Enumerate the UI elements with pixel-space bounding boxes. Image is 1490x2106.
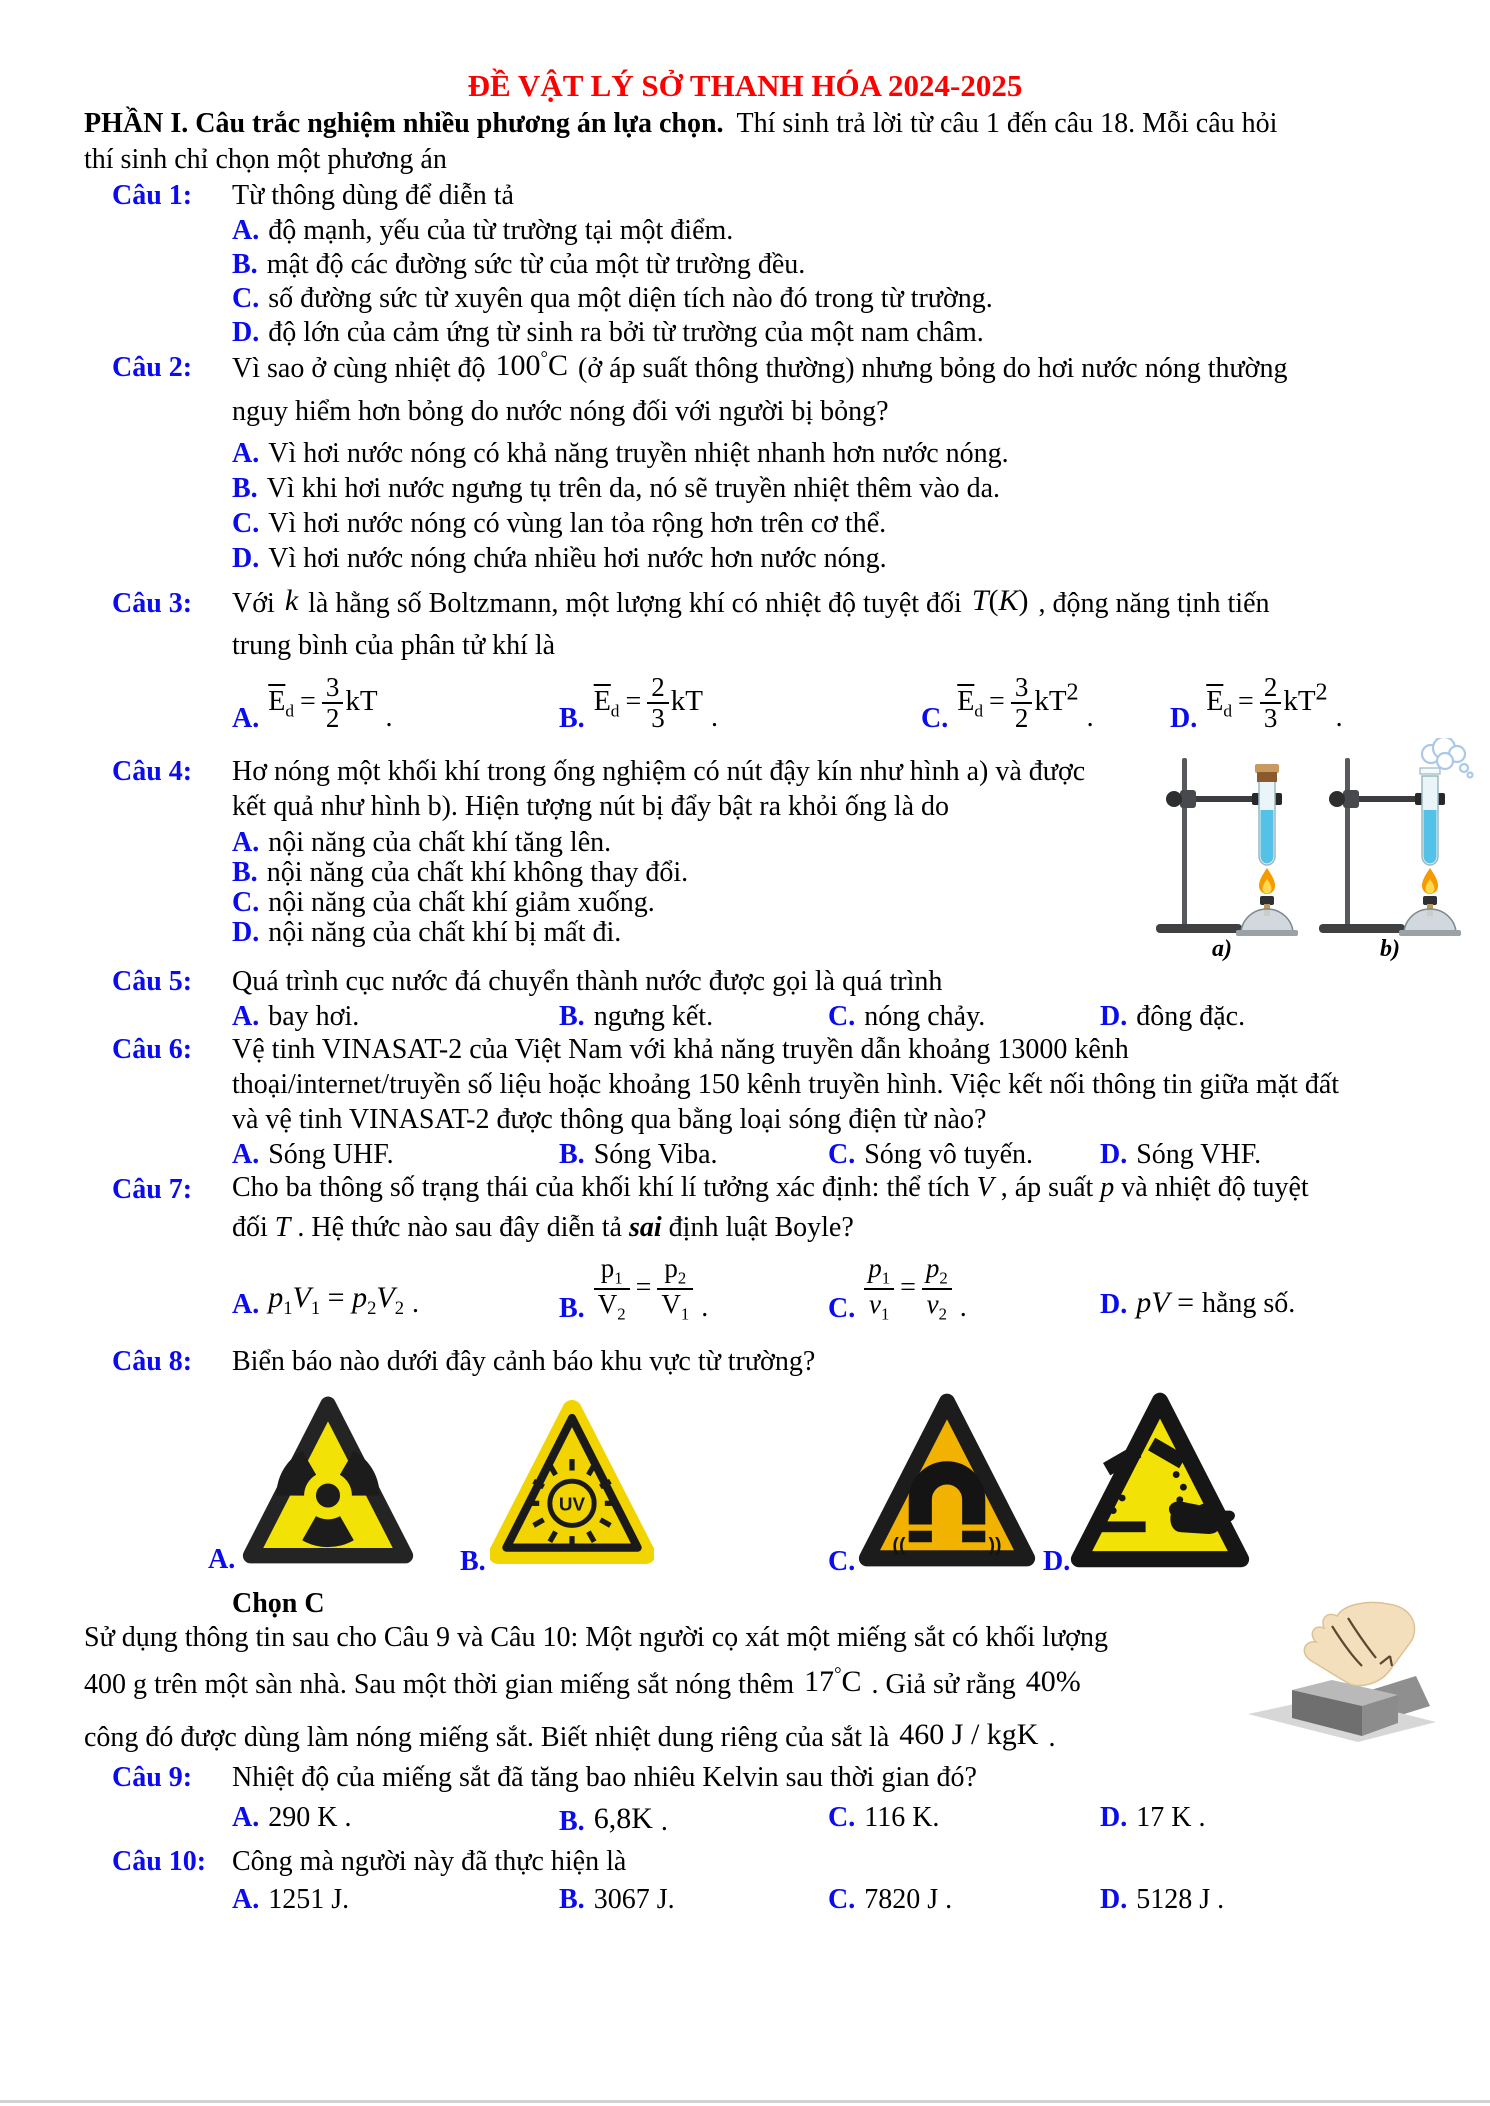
q4-label: Câu 4: bbox=[112, 756, 193, 787]
radiation-warning-icon bbox=[242, 1384, 414, 1584]
q6-text-line2: thoại/internet/truyền số liệu hoặc khoảng 150 kênh truyền hình. Việc kết nối thông tin giữa mặt đất bbox=[232, 1069, 1340, 1100]
q2-text-line2: nguy hiểm hơn bỏng do nước nóng đối với người bị bỏng? bbox=[232, 396, 889, 427]
corrosive-warning-icon bbox=[1070, 1382, 1250, 1586]
q4-options bbox=[232, 828, 688, 948]
boltzmann-k-symbol: k bbox=[284, 584, 299, 617]
q9-option-b: B. 6,8K . bbox=[559, 1802, 668, 1837]
q7-option-c: C. $\frac{p_1}{v_1}$ = $\frac{p_2}{v_2}$ . bbox=[828, 1253, 967, 1324]
q7-option-d: D. pV = hằng số. bbox=[1100, 1286, 1296, 1320]
temperature-tk-symbol: T(K) bbox=[971, 584, 1029, 617]
q3-text-line1: Với k là hằng số Boltzmann, một lượng khí có nhiệt độ tuyệt đối T(K) , động năng tịnh tiến bbox=[232, 584, 1270, 619]
uv-warning-icon bbox=[490, 1388, 654, 1584]
formula-p1-over-v2: $\frac{p_1}{V_2}$ = $\frac{p_2}{V_1}$ bbox=[594, 1254, 694, 1324]
q4-text-line1: Hơ nóng một khối khí trong ống nghiệm có nút đậy kín như hình a) và được bbox=[232, 756, 1086, 787]
q1-label: Câu 1: bbox=[112, 180, 193, 211]
page-bottom-divider bbox=[0, 2100, 1490, 2103]
q6-text-line1: Vệ tinh VINASAT-2 của Việt Nam với khả năng truyền dẫn khoảng 13000 kênh bbox=[232, 1034, 1129, 1065]
q9-label: Câu 9: bbox=[112, 1762, 193, 1793]
q2-option-c: C. Vì hơi nước nóng có vùng lan tỏa rộng hơn trên cơ thể. bbox=[232, 508, 887, 539]
formula-pv-const: pV = bbox=[1136, 1286, 1194, 1319]
formula-ed-2-3-kt2: $\overline{E}_d$ = $\frac{2}{3}$ $kT^2$ bbox=[1206, 671, 1328, 734]
q3-option-c: C. $\overline{E}_d$ = $\frac{3}{2}$ $kT^2$ . bbox=[921, 671, 1094, 734]
part1-heading: PHẦN I. Câu trắc nghiệm nhiều phương án lựa chọn. Thí sinh trả lời từ câu 1 đến câu 18. Mỗi câu hỏi bbox=[84, 108, 1278, 139]
q1-option-a: A. độ mạnh, yếu của từ trường tại một điểm. bbox=[232, 215, 734, 246]
q3-options-row bbox=[0, 664, 1490, 734]
q10-option-b: B. 3067 J. bbox=[559, 1884, 675, 1915]
q3-label: Câu 3: bbox=[112, 588, 193, 619]
q7-label: Câu 7: bbox=[112, 1174, 193, 1205]
q3-option-b: B. $\overline{E}_d$ = $\frac{2}{3}$ kT . bbox=[559, 671, 718, 734]
svg-text:UV: UV bbox=[558, 1493, 586, 1515]
q5-option-b: B. ngưng kết. bbox=[559, 1001, 714, 1032]
q8-option-b-letter: B. bbox=[460, 1546, 486, 1577]
q8-text: Biển báo nào dưới đây cảnh báo khu vực từ trường? bbox=[232, 1346, 816, 1377]
q3-option-d: D. $\overline{E}_d$ = $\frac{2}{3}$ $kT^2$ . bbox=[1170, 671, 1343, 734]
formula-ed-3-2-kt: $\overline{E}_d$ = $\frac{3}{2}$ kT bbox=[268, 671, 378, 734]
part1-line2: thí sinh chỉ chọn một phương án bbox=[84, 144, 447, 175]
q5-option-c: C. nóng chảy. bbox=[828, 1001, 986, 1032]
q5-label: Câu 5: bbox=[112, 966, 193, 997]
q9-option-d: D. 17 K . bbox=[1100, 1802, 1206, 1833]
chosen-answer: Chọn C bbox=[232, 1588, 325, 1619]
specific-heat-460: 460 J / kgK bbox=[899, 1718, 1039, 1751]
temperature-100c: 100°C bbox=[495, 348, 568, 382]
q4-option-a: A. nội năng của chất khí tăng lên. bbox=[232, 827, 612, 858]
info-line3: công đó được dùng làm nóng miếng sắt. Biết nhiệt dung riêng của sắt là 460 J / kgK . bbox=[84, 1718, 1056, 1753]
q3-option-a: A. $\overline{E}_d$ = $\frac{3}{2}$ kT . bbox=[232, 671, 393, 734]
q2-option-b: B. Vì khi hơi nước ngưng tụ trên da, nó sẽ truyền nhiệt thêm vào da. bbox=[232, 473, 1001, 504]
q9-text: Nhiệt độ của miếng sắt đã tăng bao nhiêu Kelvin sau thời gian đó? bbox=[232, 1762, 977, 1793]
q7-text-line2: đối T . Hệ thức nào sau đây diễn tả sai định luật Boyle? bbox=[232, 1212, 854, 1243]
temperature-17c: 17°C bbox=[804, 1664, 862, 1698]
q10-option-d: D. 5128 J . bbox=[1100, 1884, 1225, 1915]
svg-text:((: (( bbox=[892, 1534, 906, 1557]
q4-text-line2: kết quả như hình b). Hiện tượng nút bị đẩy bật ra khỏi ống là do bbox=[232, 791, 950, 822]
q7-text-line1: Cho ba thông số trạng thái của khối khí lí tưởng xác định: thể tích V , áp suất p và nhiệt độ tuyệt bbox=[232, 1172, 1309, 1203]
q9-option-a: A. 290 K . bbox=[232, 1802, 352, 1833]
hand-sanding-icon bbox=[1240, 1598, 1440, 1758]
q5-text: Quá trình cục nước đá chuyển thành nước được gọi là quá trình bbox=[232, 966, 943, 997]
q4-option-b: B. nội năng của chất khí không thay đổi. bbox=[232, 857, 689, 888]
q8-option-d-letter: D. bbox=[1043, 1546, 1071, 1577]
q6-label: Câu 6: bbox=[112, 1034, 193, 1065]
q2-text-line1: Vì sao ở cùng nhiệt độ 100°C (ở áp suất thông thường) nhưng bỏng do hơi nước nóng thường bbox=[232, 348, 1288, 384]
q10-option-a: A. 1251 J. bbox=[232, 1884, 350, 1915]
q2-option-d: D. Vì hơi nước nóng chứa nhiều hơi nước hơn nước nóng. bbox=[232, 543, 887, 574]
q2-label: Câu 2: bbox=[112, 352, 193, 383]
info-line2: 400 g trên một sàn nhà. Sau một thời gian miếng sắt nóng thêm 17°C . Giả sử rằng 40% bbox=[84, 1664, 1081, 1700]
q4-option-d: D. nội năng của chất khí bị mất đi. bbox=[232, 917, 622, 948]
svg-text:)): )) bbox=[988, 1534, 1002, 1557]
q6-option-a: A. Sóng UHF. bbox=[232, 1139, 394, 1170]
q8-option-c-letter: C. bbox=[828, 1546, 856, 1577]
formula-boyle-p1v1: $p_1V_1 = p_2V_2$ bbox=[268, 1281, 404, 1319]
formula-ed-3-2-kt2: $\overline{E}_d$ = $\frac{3}{2}$ $kT^2$ bbox=[957, 671, 1079, 734]
q6-option-b: B. Sóng Viba. bbox=[559, 1139, 718, 1170]
q10-text: Công mà người này đã thực hiện là bbox=[232, 1846, 627, 1877]
q1-option-c: C. số đường sức từ xuyên qua một diện tích nào đó trong từ trường. bbox=[232, 283, 993, 314]
q6-option-d: D. Sóng VHF. bbox=[1100, 1139, 1262, 1170]
info-line1: Sử dụng thông tin sau cho Câu 9 và Câu 10: Một người cọ xát một miếng sắt có khối lượng bbox=[84, 1622, 1108, 1653]
figure-label-b: b) bbox=[1380, 936, 1400, 962]
formula-ed-2-3-kt: $\overline{E}_d$ = $\frac{2}{3}$ kT bbox=[593, 671, 703, 734]
q1-options bbox=[232, 214, 993, 350]
q10-label: Câu 10: bbox=[112, 1846, 207, 1877]
figure-label-a: a) bbox=[1212, 936, 1232, 962]
q2-option-a: A. Vì hơi nước nóng có khả năng truyền nhiệt nhanh hơn nước nóng. bbox=[232, 438, 1009, 469]
page-title: ĐỀ VẬT LÝ SỞ THANH HÓA 2024-2025 bbox=[467, 68, 1023, 103]
lab-stand-a-icon bbox=[1156, 758, 1298, 936]
q7-option-a: A. $p_1V_1 = p_2V_2$ . bbox=[232, 1281, 419, 1320]
percent-40: 40% bbox=[1025, 1665, 1081, 1698]
q7-options-row bbox=[0, 1244, 1490, 1324]
q6-text-line3: và vệ tinh VINASAT-2 được thông qua bằng loại sóng điện từ nào? bbox=[232, 1104, 987, 1135]
q5-option-d: D. đông đặc. bbox=[1100, 1001, 1246, 1032]
q4-option-c: C. nội năng của chất khí giảm xuống. bbox=[232, 887, 655, 918]
hand-rubbing-iron-figure bbox=[1240, 1598, 1440, 1766]
q1-text: Từ thông dùng để diễn tả bbox=[232, 180, 514, 211]
lab-stand-b-icon bbox=[1319, 738, 1473, 936]
q10-option-c: C. 7820 J . bbox=[828, 1884, 953, 1915]
q6-option-c: C. Sóng vô tuyến. bbox=[828, 1139, 1034, 1170]
q7-option-b: B. $\frac{p_1}{V_2}$ = $\frac{p_2}{V_1}$ . bbox=[559, 1253, 709, 1324]
test-tube-heating-icon bbox=[1140, 738, 1485, 963]
q8-option-a-letter: A. bbox=[208, 1544, 236, 1575]
q1-option-b: B. mật độ các đường sức từ của một từ trường đều. bbox=[232, 249, 806, 280]
q5-option-a: A. bay hơi. bbox=[232, 1001, 360, 1032]
q8-label: Câu 8: bbox=[112, 1346, 193, 1377]
q3-text-line2: trung bình của phân tử khí là bbox=[232, 630, 556, 661]
q9-option-c: C. 116 K. bbox=[828, 1802, 940, 1833]
formula-p1-over-v1: $\frac{p_1}{v_1}$ = $\frac{p_2}{v_2}$ bbox=[864, 1254, 952, 1324]
q1-option-d: D. độ lớn của cảm ứng từ sinh ra bởi từ trường của một nam châm. bbox=[232, 317, 984, 348]
lab-stand-figure bbox=[1140, 738, 1485, 971]
q2-options bbox=[232, 436, 1009, 576]
magnet-warning-icon bbox=[858, 1384, 1036, 1584]
